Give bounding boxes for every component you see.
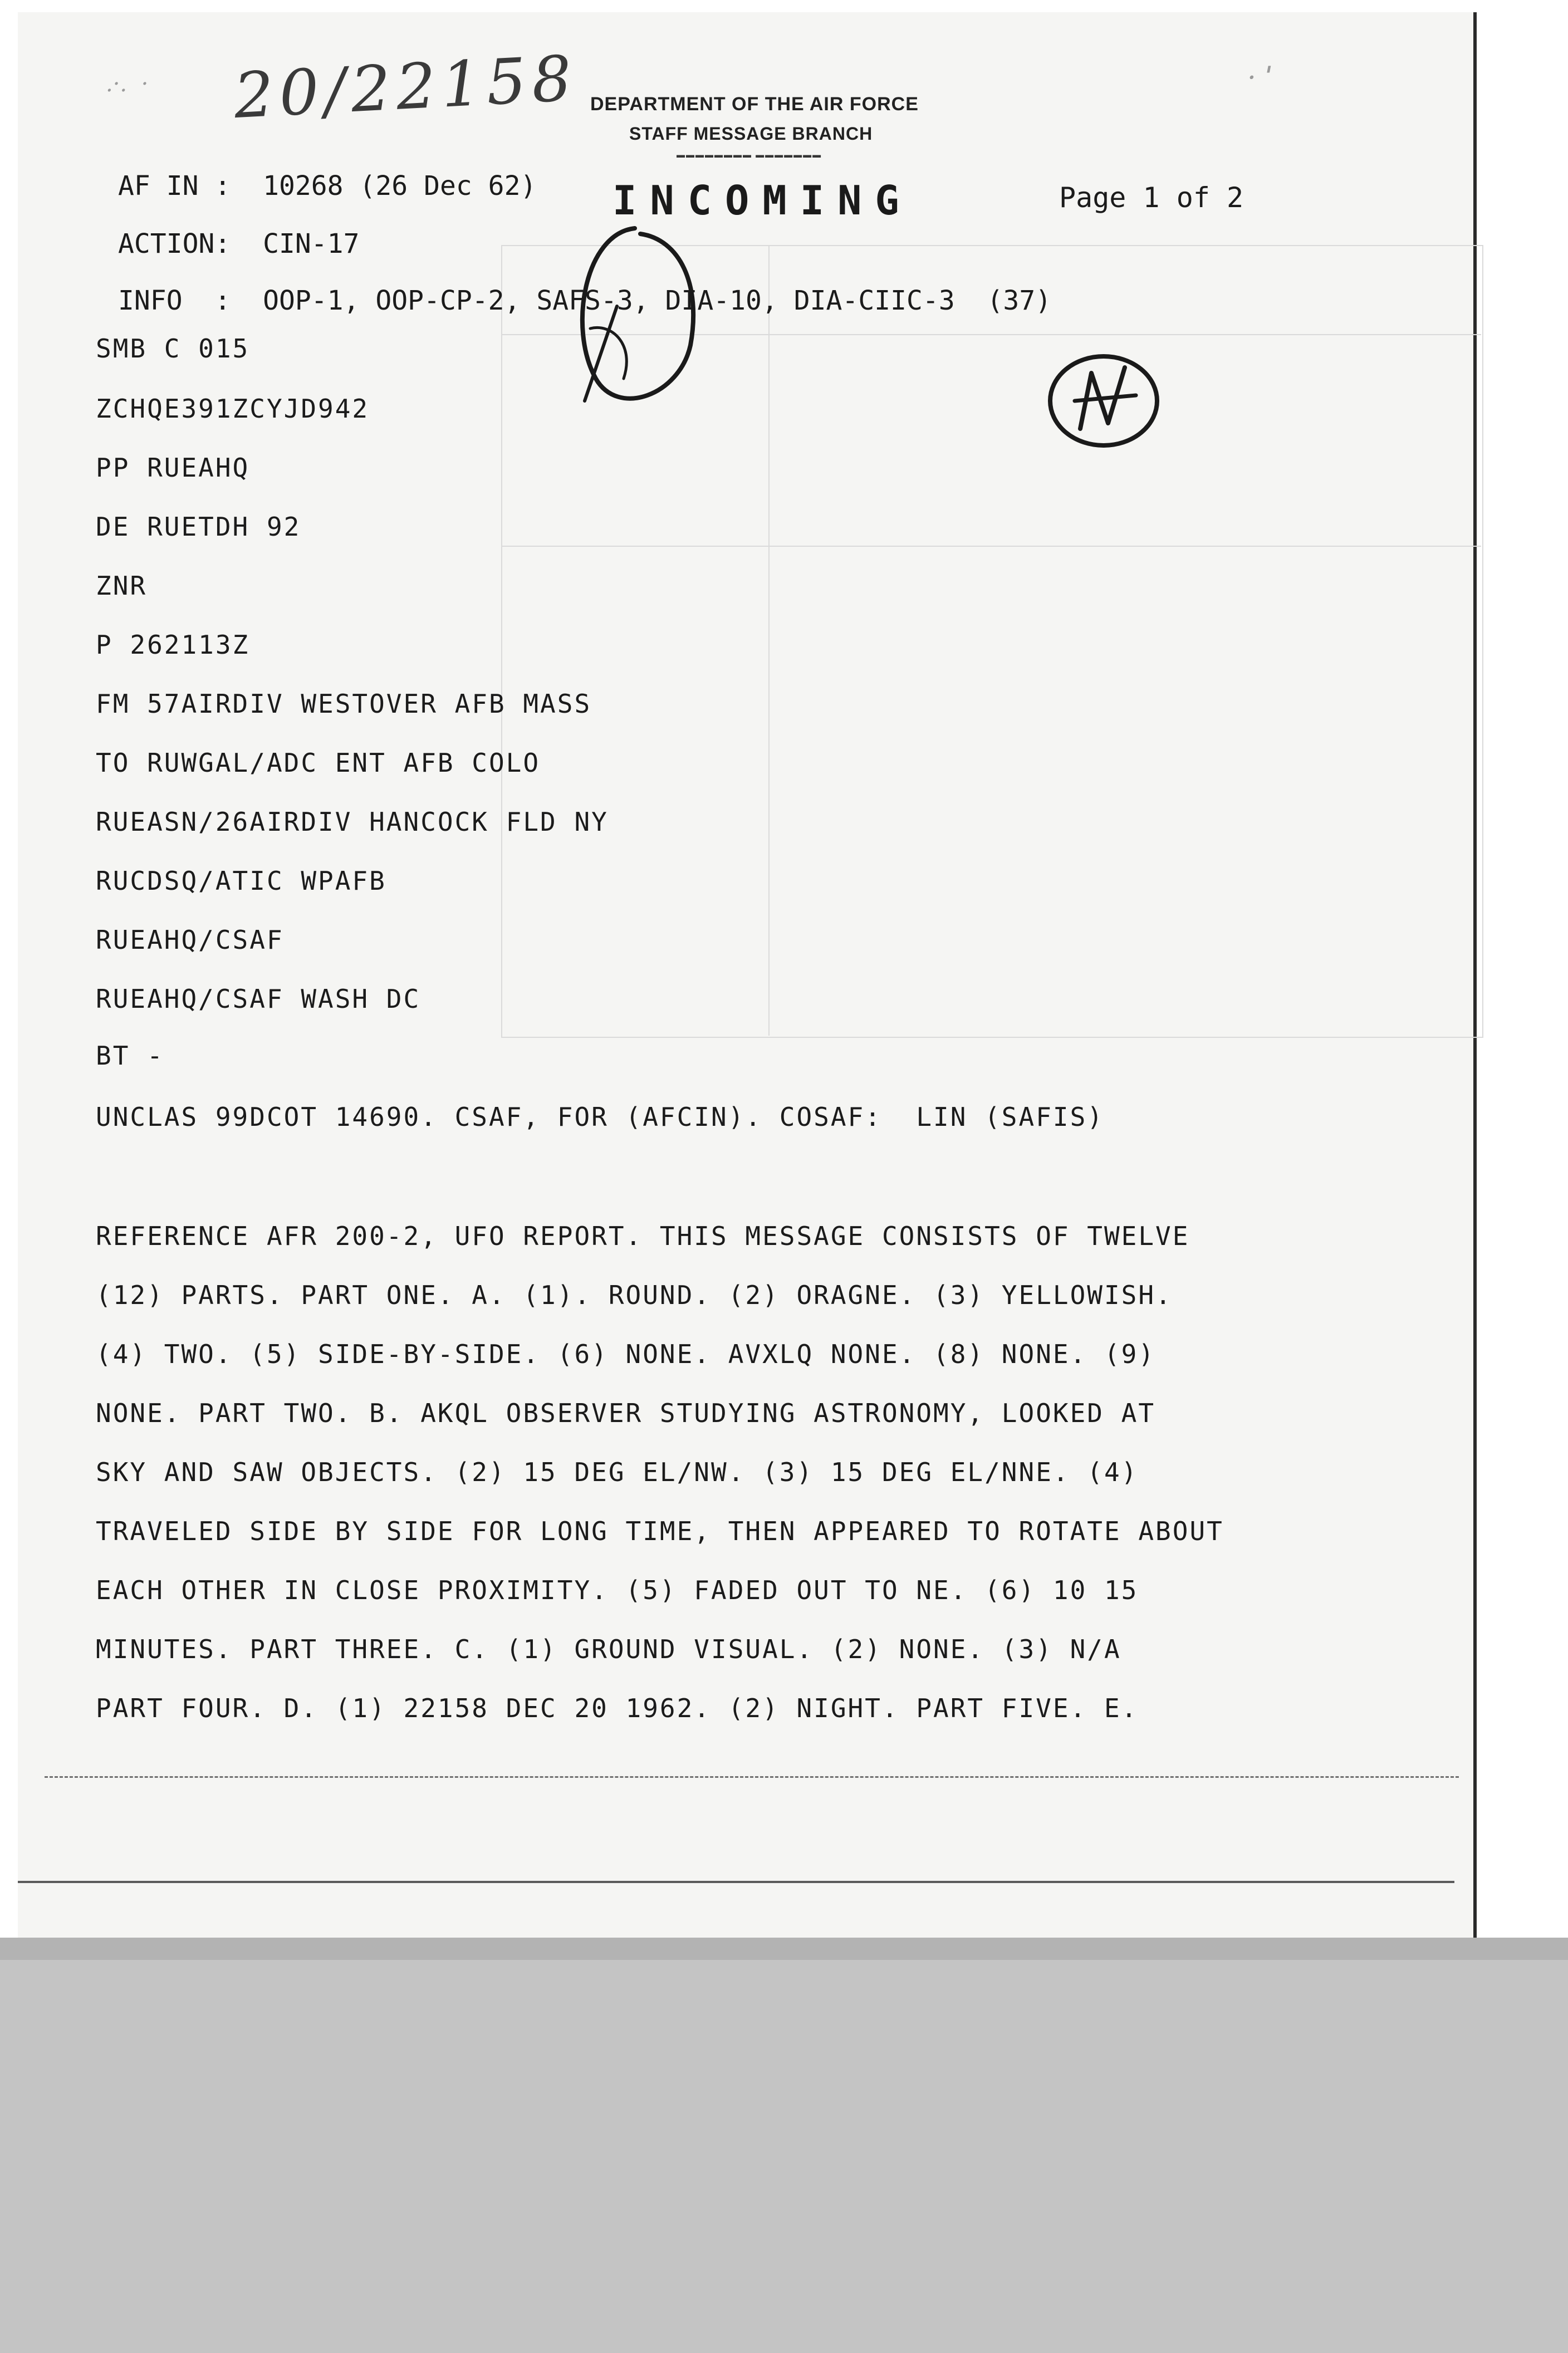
department-stamp: DEPARTMENT OF THE AIR FORCE (590, 94, 919, 115)
routing-line: RUCDSQ/ATIC WPAFB (96, 866, 386, 896)
routing-line: BT - (96, 1041, 164, 1071)
handwritten-file-number: 20/22158 (232, 42, 579, 133)
routing-line: PP RUEAHQ (96, 453, 250, 483)
routing-line: RUEASN/26AIRDIV HANCOCK FLD NY (96, 807, 609, 837)
routing-line: P 262113Z (96, 630, 250, 660)
body-line: REFERENCE AFR 200-2, UFO REPORT. THIS MESSAGE CONSISTS OF TWELVE (96, 1221, 1190, 1251)
handwritten-initial-circle-icon (1041, 345, 1164, 457)
body-line: MINUTES. PART THREE. C. (1) GROUND VISUAL. (2) NONE. (3) N/A (96, 1634, 1121, 1664)
routing-line: RUEAHQ/CSAF (96, 925, 284, 955)
routing-line: RUEAHQ/CSAF WASH DC (96, 984, 421, 1014)
page-fold-line (45, 1776, 1459, 1778)
body-line: PART FOUR. D. (1) 22158 DEC 20 1962. (2) NIGHT. PART FIVE. E. (96, 1693, 1139, 1723)
af-in-line: AF IN : 10268 (26 Dec 62) (118, 170, 537, 202)
faint-pencil-mark: · ˈ (1247, 61, 1273, 94)
info-line: INFO : OOP-1, OOP-CP-2, SAFS-3, DIA-10, DIA-CIIC-3 (37) (118, 285, 1052, 316)
bleed-through-form-column (768, 245, 770, 1036)
body-line: TRAVELED SIDE BY SIDE FOR LONG TIME, THEN APPEARED TO ROTATE ABOUT (96, 1516, 1224, 1546)
incoming-title: INCOMING (612, 177, 913, 224)
branch-stamp: STAFF MESSAGE BRANCH (629, 124, 873, 144)
body-line: EACH OTHER IN CLOSE PROXIMITY. (5) FADED OUT TO NE. (6) 10 15 (96, 1575, 1139, 1605)
routing-line: ZNR (96, 571, 148, 601)
action-line: ACTION: CIN-17 (118, 228, 360, 259)
body-line: NONE. PART TWO. B. AKQL OBSERVER STUDYING ASTRONOMY, LOOKED AT (96, 1398, 1156, 1428)
classification-stamp: ▬▬▬▬▬▬▬▬ ▬▬▬▬▬▬▬ (677, 150, 822, 160)
handwritten-circle-mark (551, 217, 713, 429)
body-line: (12) PARTS. PART ONE. A. (1). ROUND. (2) ORAGNE. (3) YELLOWISH. (96, 1280, 1173, 1310)
routing-line: SMB C 015 (96, 334, 250, 364)
routing-line: TO RUWGAL/ADC ENT AFB COLO (96, 748, 541, 778)
routing-line: DE RUETDH 92 (96, 512, 301, 542)
body-line: (4) TWO. (5) SIDE-BY-SIDE. (6) NONE. AVXLQ NONE. (8) NONE. (9) (96, 1339, 1156, 1369)
bleed-through-form-row (501, 546, 1481, 547)
sheet-bottom-edge (18, 1881, 1454, 1883)
scanner-background (0, 1938, 1568, 2353)
unclas-line: UNCLAS 99DCOT 14690. CSAF, FOR (AFCIN). COSAF: LIN (SAFIS) (96, 1102, 1104, 1132)
faint-pencil-mark: .·. · (106, 71, 149, 97)
routing-line: FM 57AIRDIV WESTOVER AFB MASS (96, 689, 592, 719)
page-indicator: Page 1 of 2 (1059, 182, 1244, 214)
scanner-shadow (0, 1938, 1568, 1960)
routing-line: ZCHQE391ZCYJD942 (96, 394, 370, 424)
body-line: SKY AND SAW OBJECTS. (2) 15 DEG EL/NW. (3) 15 DEG EL/NNE. (4) (96, 1457, 1139, 1487)
